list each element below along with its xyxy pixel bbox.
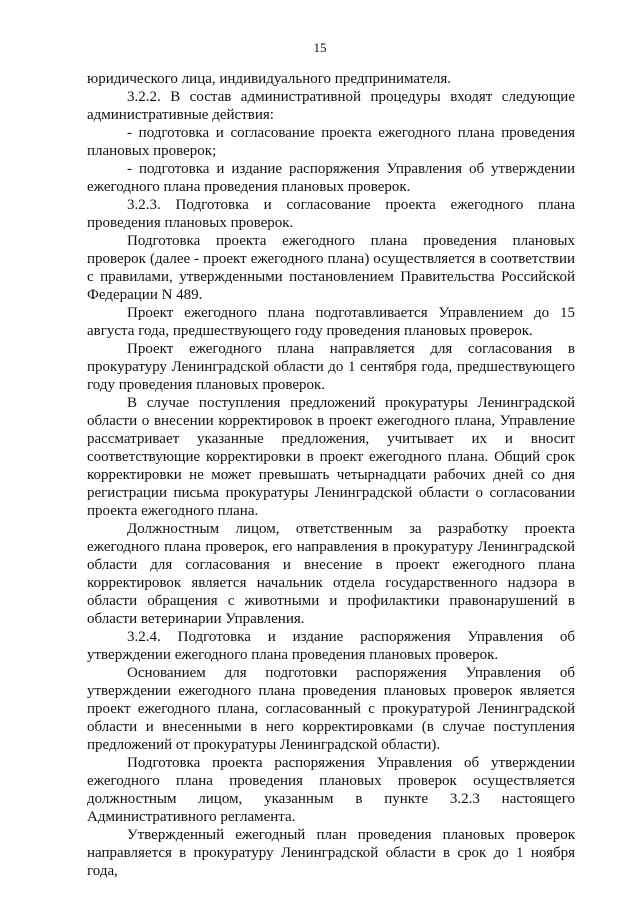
list-item-issuance: - подготовка и издание распоряжения Управления об утверждении ежегодного плана проведения плановых проверок. (87, 161, 575, 195)
paragraph-prosecutor-submission: Проект ежегодного плана направляется для согласования в прокуратуру Ленинградской области до 1 сентября года, предшествующего году проведения плановых проверок. (87, 341, 575, 393)
paragraph-draft-plan-preparation: Подготовка проекта ежегодного плана проведения плановых проверок (далее - проект ежегодного плана) осуществляется в соответствии с правилами, утвержденными постановлением Правительства Российской Федерации N 489. (87, 233, 575, 303)
paragraph-responsible-official: Должностным лицом, ответственным за разработку проекта ежегодного плана проверок, его направления в прокуратуру Ленинградской области для согласования и внесение в проект ежегодного плана корректировок является начальник отдела государственного надзора в области обращения с животными и профилактики правонарушений в области ветеринарии Управления. (87, 521, 575, 627)
paragraph-approved-plan: Утвержденный ежегодный план проведения плановых проверок направляется в прокуратуру Ленинградской области в срок до 1 ноября года, (87, 827, 575, 879)
list-item-preparation: - подготовка и согласование проекта ежегодного плана проведения плановых проверок; (87, 125, 575, 159)
paragraph-3-2-2: 3.2.2. В состав административной процедуры входят следующие административные действия: (87, 89, 575, 123)
paragraph-draft-deadline: Проект ежегодного плана подготавливается Управлением до 15 августа года, предшествующего году проведения плановых проверок. (87, 305, 575, 339)
paragraph-3-2-3-heading: 3.2.3. Подготовка и согласование проекта ежегодного плана проведения плановых проверок. (87, 197, 575, 231)
paragraph-order-preparation: Подготовка проекта распоряжения Управления об утверждении ежегодного плана проведения плановых проверок осуществляется должностным лицом, указанным в пункте 3.2.3 настоящего Административного регламента. (87, 755, 575, 825)
document-body (87, 70, 575, 880)
paragraph-continuation: юридического лица, индивидуального предпринимателя. (87, 71, 452, 87)
paragraph-order-basis: Основанием для подготовки распоряжения Управления об утверждении ежегодного плана проведения плановых проверок является проект ежегодного плана, согласованный с прокуратурой Ленинградской области и внесенными в него корректировками (в случае поступления предложений от прокуратуры Ленинградской области). (87, 665, 575, 753)
paragraph-3-2-4-heading: 3.2.4. Подготовка и издание распоряжения Управления об утверждении ежегодного плана проведения плановых проверок. (87, 629, 575, 663)
page-number: 15 (313, 40, 327, 55)
paragraph-corrections: В случае поступления предложений прокуратуры Ленинградской области о внесении корректировок в проект ежегодного плана, Управление рассматривает указанные предложения, учитывает их и вносит соответствующие корректировки в проект ежегодного плана. Общий срок корректировки не может превышать четырнадцати рабочих дней со дня регистрации письма прокуратуры Ленинградской области о согласовании проекта ежегодного плана. (87, 395, 575, 519)
